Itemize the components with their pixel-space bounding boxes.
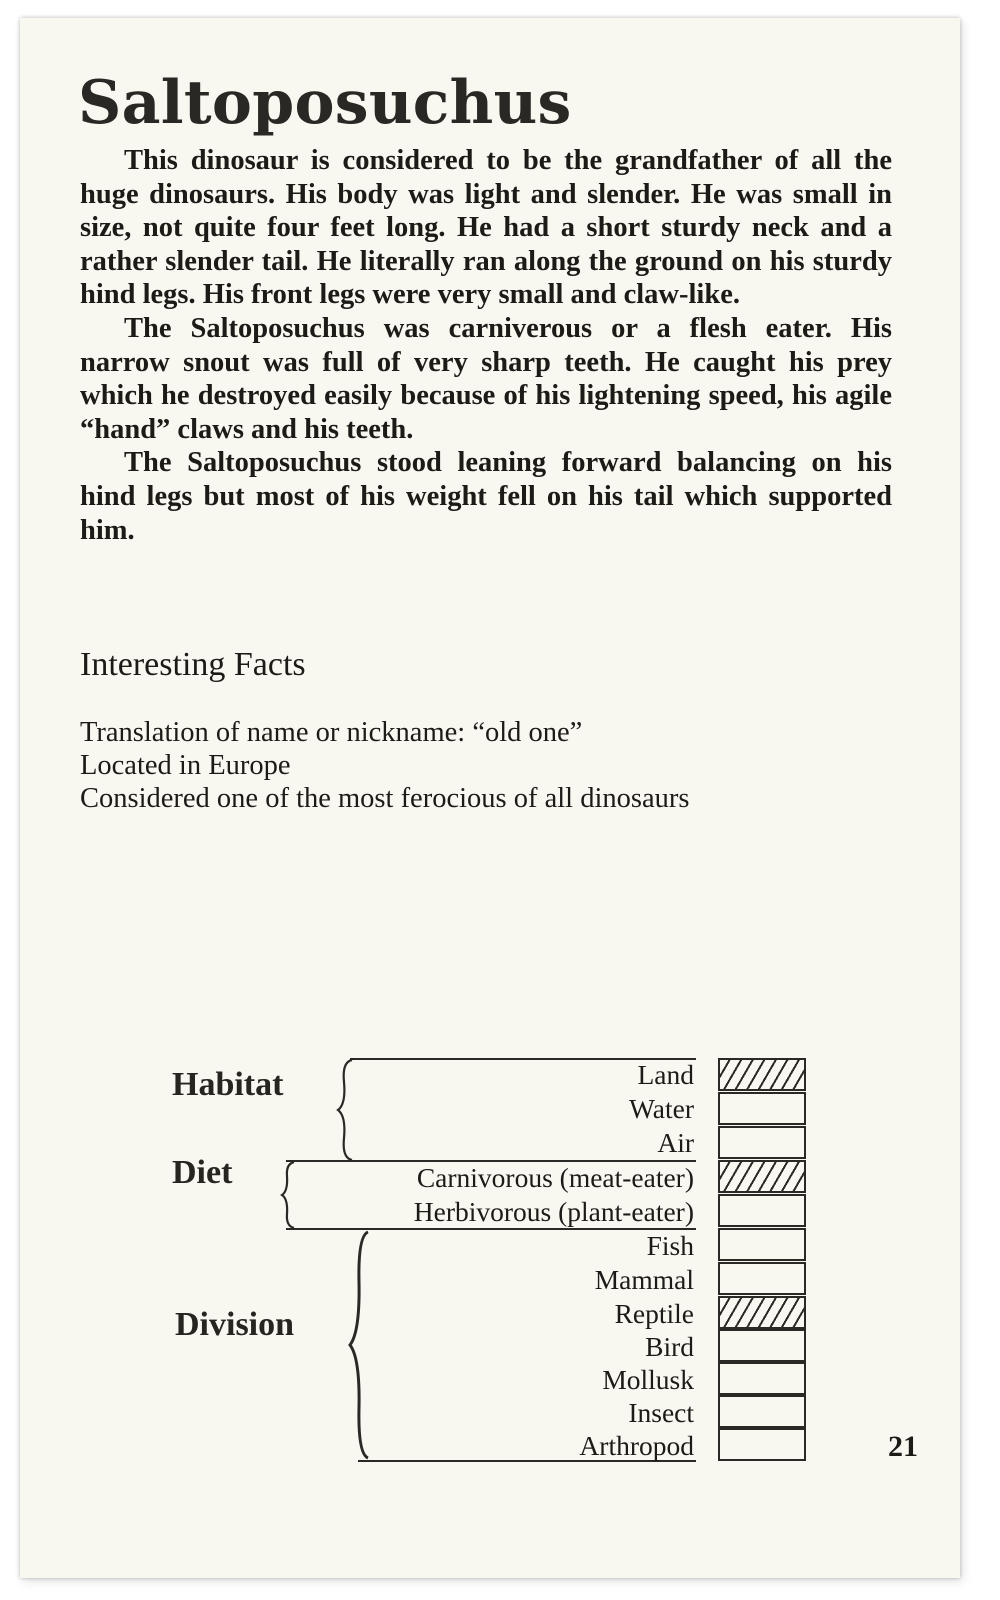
checkbox-carnivorous xyxy=(718,1160,806,1193)
row-label-fish: Fish xyxy=(646,1230,694,1261)
habitat-brace-icon xyxy=(338,1060,358,1160)
paragraph-1: This dinosaur is considered to be the grandfather of all the huge dinosaurs. His body was light and slender. He was small in size, not quite four feet long. He had a short sturdy neck and a rather slender tail. He literally ran along the ground on his sturdy hind legs. His front legs were very small and claw-like. xyxy=(80,145,892,311)
group-label-habitat: Habitat xyxy=(172,1066,284,1103)
fact-item: Considered one of the most ferocious of all dinosaurs xyxy=(80,783,690,814)
paragraph-2: The Saltoposuchus was carniverous or a flesh eater. His narrow snout was full of very sharp teeth. He caught his prey which he destroyed easily because of his lightening speed, his agile “hand” claws and his teeth. xyxy=(80,312,892,445)
row-label-mammal: Mammal xyxy=(594,1264,694,1295)
row-label-reptile: Reptile xyxy=(614,1298,694,1329)
fact-item: Translation of name or nickname: “old one” xyxy=(80,717,583,748)
group-label-diet: Diet xyxy=(172,1154,233,1191)
row-label-insect: Insect xyxy=(628,1397,694,1428)
checkbox-insect xyxy=(718,1395,806,1428)
division-brace-icon xyxy=(350,1232,374,1458)
row-label-land: Land xyxy=(637,1059,694,1090)
classification-chart xyxy=(20,18,960,1578)
row-label-carnivorous: Carnivorous (meat-eater) xyxy=(416,1162,694,1193)
fact-item: Located in Europe xyxy=(80,750,291,781)
row-label-mollusk: Mollusk xyxy=(602,1364,694,1395)
checkbox-air xyxy=(718,1126,806,1159)
checkbox-fish xyxy=(718,1228,806,1261)
row-label-arthropod: Arthropod xyxy=(579,1430,694,1461)
row-label-herbivorous: Herbivorous (plant-eater) xyxy=(413,1196,694,1227)
row-label-water: Water xyxy=(629,1093,694,1124)
checkbox-bird xyxy=(718,1329,806,1362)
checkbox-herbivorous xyxy=(718,1194,806,1227)
page-title: Saltoposuchus xyxy=(78,68,572,138)
book-page xyxy=(20,18,960,1578)
diet-brace-icon xyxy=(282,1162,298,1228)
checkbox-arthropod xyxy=(718,1428,806,1461)
row-label-air: Air xyxy=(657,1127,694,1158)
group-label-division: Division xyxy=(175,1306,295,1343)
paragraph-3: The Saltoposuchus stood leaning forward balancing on his hind legs but most of his weight fell on his tail which supported him. xyxy=(80,447,892,546)
checkbox-mollusk xyxy=(718,1362,806,1395)
facts-heading: Interesting Facts xyxy=(80,646,306,683)
checkbox-land xyxy=(718,1058,806,1091)
checkbox-mammal xyxy=(718,1262,806,1295)
page-number: 21 xyxy=(888,1430,918,1463)
checkbox-water xyxy=(718,1092,806,1125)
diet-bottom-rule xyxy=(286,1228,696,1230)
row-label-bird: Bird xyxy=(645,1331,694,1362)
checkbox-reptile xyxy=(718,1296,806,1329)
